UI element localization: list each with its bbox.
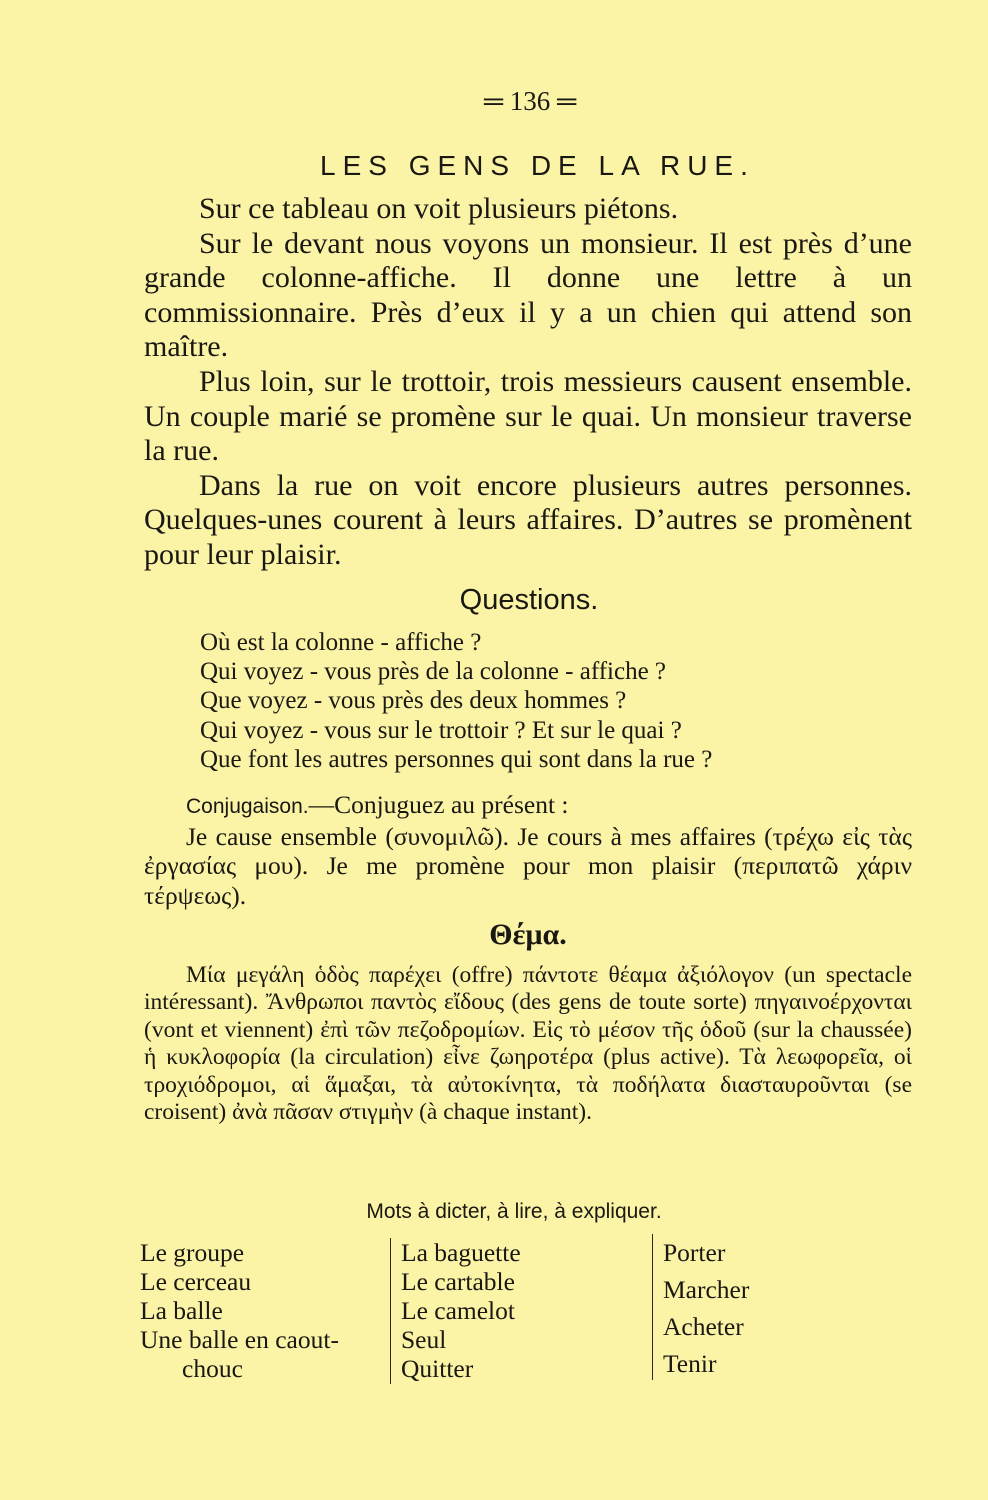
page-number: ═ 136 ═ — [483, 86, 577, 116]
thema-section — [144, 962, 912, 1126]
question: Que voyez - vous près des deux hommes ? — [200, 687, 627, 715]
vocabulary-word: Quitter — [401, 1354, 474, 1383]
paragraph: Sur le devant nous voyons un monsieur. Il est près d’une grande colonne-affiche. Il donne une lettre à un commissionnaire. Près d’eux il y a un chien qui attend son maître. — [144, 226, 912, 364]
chapter-title: LES GENS DE LA RUE. — [320, 150, 755, 181]
questions-list — [200, 628, 910, 774]
thema-text: Μία μεγάλη ὁδὸς παρέχει (offre) πάντοτε θέαμα ἀξιόλογον (un spectacle intéressant). Ἄνθρωποι παντὸς εἴδους (des gens de toute sorte) πηγαινοέρχονται (vont et viennent) ἐπὶ τῶν πεζοδρομίων. Εἰς τὸ μέσον τῆς ὁδοῦ (sur la chaussée) ἡ κυκλοφορία (la circulation) εἶνε ζωηροτέρα (plus active). Τὰ λεωφορεῖα, οἱ τροχιόδρομοι, αἱ ἅμαξαι, τὰ αὐτοκίνητα, τὰ ποδήλατα διασταυροῦνται (se croisent) ἀνὰ πᾶσαν στιγμὴν (à chaque instant). — [144, 962, 912, 1126]
vocabulary-word: chouc — [182, 1354, 243, 1383]
vocabulary-word: Le camelot — [401, 1296, 515, 1325]
vocabulary-word: Seul — [401, 1325, 447, 1354]
vocabulary-column-1 — [140, 1238, 390, 1383]
question: Où est la colonne - affiche ? — [200, 629, 482, 656]
conjugaison-text: Je cause ensemble (συνομιλῶ). Je cours à mes affaires (τρέχω εἰς τὰς ἐργασίας μου). Je me promène pour mon plaisir (περιπατῶ χάριν τέρψεως). — [144, 821, 912, 910]
vocabulary-heading: Mots à dicter, à lire, à expliquer. — [366, 1200, 662, 1223]
vocabulary-word: Une balle en caout- — [140, 1325, 339, 1354]
conjugaison-instruction: —Conjuguez au présent : — [308, 790, 569, 819]
thema-heading: Θέμα. — [489, 918, 567, 951]
vocabulary-word: Tenir — [663, 1349, 717, 1378]
vocabulary-word: Le groupe — [140, 1238, 245, 1267]
vocabulary-word: Le cartable — [401, 1267, 515, 1296]
questions-heading: Questions. — [459, 584, 599, 616]
paragraph: Dans la rue on voit encore plusieurs autres personnes. Quelques-unes courent à leurs affaires. D’autres se promènent pour leur plaisir. — [144, 468, 912, 571]
question: Qui voyez - vous près de la colonne - affiche ? — [200, 658, 667, 686]
reading-text — [144, 192, 912, 573]
vocabulary-word: La balle — [140, 1296, 223, 1325]
question: Qui voyez - vous sur le trottoir ? Et sur le quai ? — [200, 716, 682, 744]
vocabulary-column-2 — [390, 1238, 661, 1384]
vocabulary-column-3 — [652, 1234, 863, 1380]
vocabulary-word: Porter — [663, 1238, 726, 1267]
paragraph: Plus loin, sur le trottoir, trois messieurs causent ensemble. Un couple marié se promène sur le quai. Un monsieur traverse la rue. — [144, 364, 912, 468]
vocabulary-word: La baguette — [401, 1238, 521, 1267]
vocabulary-word: Acheter — [663, 1312, 744, 1341]
conjugaison-section — [144, 790, 912, 910]
vocabulary-word: Le cerceau — [140, 1267, 252, 1296]
question: Que font les autres personnes qui sont dans la rue ? — [200, 745, 713, 773]
paragraph: Sur ce tableau on voit plusieurs piétons. — [199, 192, 679, 225]
vocabulary-word: Marcher — [663, 1275, 750, 1304]
conjugaison-label: Conjugaison. — [186, 795, 309, 818]
